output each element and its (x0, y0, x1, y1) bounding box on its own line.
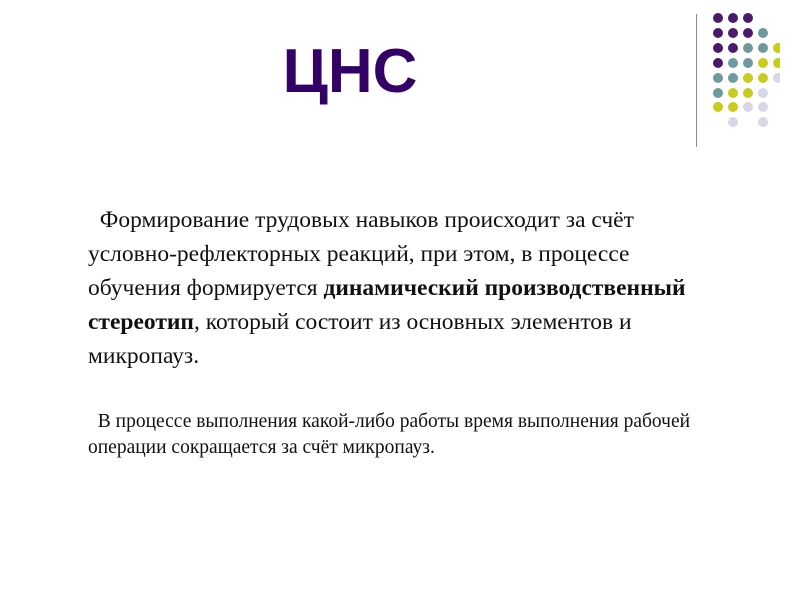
decorative-dot (713, 58, 723, 68)
paragraph2-text: В процессе выполнения какой-либо работы время выполнения рабочей операции сокращается за счёт микропауз. (88, 411, 695, 458)
decorative-dot (758, 102, 768, 112)
decorative-dot (728, 102, 738, 112)
decorative-dot (743, 102, 753, 112)
decorative-dot (743, 43, 753, 53)
decorative-dot (743, 13, 753, 23)
paragraph-skills-formation (88, 203, 728, 373)
decorative-dot (743, 28, 753, 38)
paragraph1-lead: Формирование трудовых навыков происходит за счёт условно-рефлекторных реакций, при этом, в процессе обучения формируется (88, 207, 640, 301)
decorative-dot (758, 43, 768, 53)
decorative-dot (728, 43, 738, 53)
decorative-dot (758, 28, 768, 38)
paragraph1-tail: , который состоит из основных элементов и микропауз. (88, 309, 632, 369)
vertical-divider (696, 14, 697, 147)
paragraph1-emphasis: динамический производственный стереотип (88, 275, 686, 335)
decorative-dot (728, 88, 738, 98)
decorative-dot (758, 88, 768, 98)
decorative-dot (713, 102, 723, 112)
decorative-dot (773, 43, 780, 53)
decorative-dot (728, 13, 738, 23)
decorative-dot (758, 73, 768, 83)
decorative-dot (713, 43, 723, 53)
decorative-dot (773, 73, 780, 83)
paragraph-micropauses (88, 409, 728, 461)
decorative-dot (713, 28, 723, 38)
decorative-dot (728, 117, 738, 127)
decorative-dot (728, 28, 738, 38)
decorative-dot (773, 58, 780, 68)
decorative-dot (743, 58, 753, 68)
decorative-dot (758, 58, 768, 68)
decorative-dot (713, 88, 723, 98)
decorative-dot (728, 58, 738, 68)
decorative-dot (713, 13, 723, 23)
decorative-dot (713, 73, 723, 83)
decorative-dot (758, 117, 768, 127)
decorative-dot (743, 73, 753, 83)
decorative-dot-grid (700, 10, 780, 130)
slide-title: ЦНС (282, 37, 418, 106)
decorative-dot (743, 88, 753, 98)
decorative-dot (728, 73, 738, 83)
